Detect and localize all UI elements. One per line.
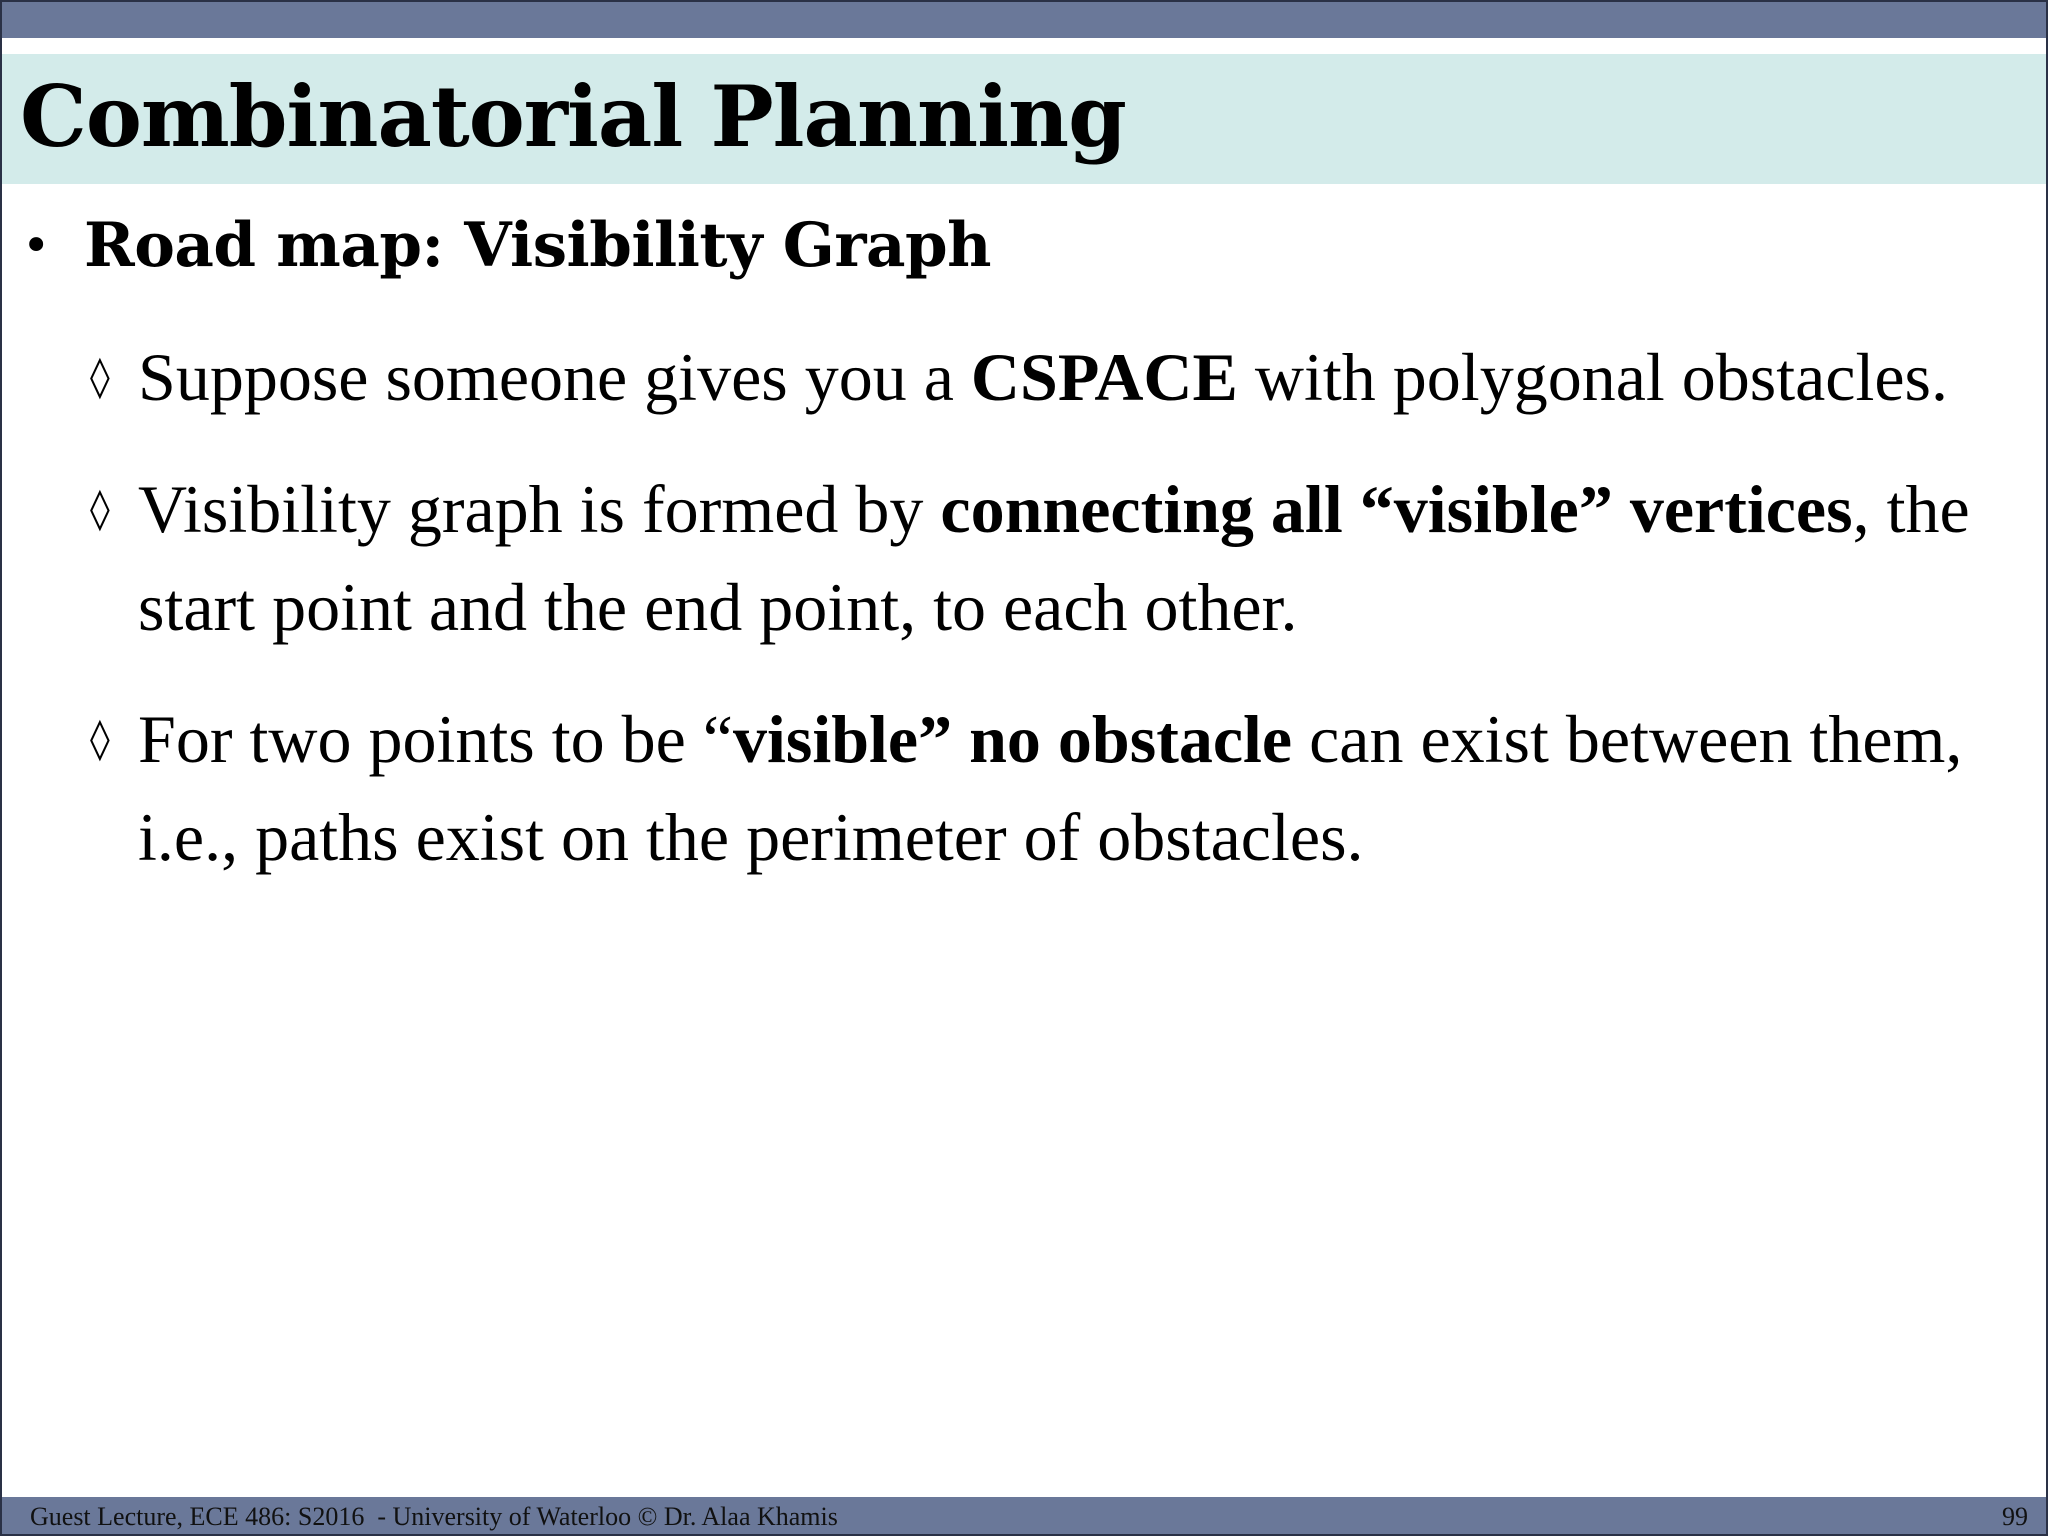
diamond-bullet-icon: ◊	[90, 486, 110, 532]
sub-bullet-text: can exist between them, i.e., paths exist on the perimeter of obstacles.	[138, 701, 1963, 875]
sub-bullet-text: with polygonal obstacles.	[1237, 339, 1949, 415]
top-decorative-bar	[2, 2, 2046, 38]
main-bullet	[22, 200, 991, 292]
sub-bullet-text: , the start point and the end point, to each other.	[138, 471, 1970, 645]
page-number: 99	[2002, 1502, 2028, 1531]
diamond-bullet-icon: ◊	[90, 716, 110, 762]
sub-bullet-emphasis: connecting all “visible” vertices	[940, 471, 1853, 547]
sub-bullet-list	[90, 328, 2035, 920]
diamond-bullet-icon: ◊	[90, 354, 110, 400]
sub-bullet-visibility-graph	[90, 460, 2035, 656]
sub-bullet-emphasis: CSPACE	[970, 339, 1238, 415]
sub-bullet-text: For two points to be “	[138, 701, 733, 777]
sub-bullet-emphasis: visible” no obstacle	[732, 701, 1293, 777]
sub-bullet-cspace	[90, 328, 2035, 426]
main-bullet-text: Road map: Visibility Graph	[84, 210, 992, 281]
slide-title: Combinatorial Planning	[20, 67, 1126, 166]
footer-credit: Guest Lecture, ECE 486: S2016 - University of Waterloo © Dr. Alaa Khamis	[30, 1502, 838, 1531]
sub-bullet-visible-points	[90, 690, 2035, 886]
bullet-marker: •	[22, 218, 50, 274]
sub-bullet-text: Visibility graph is formed by	[138, 471, 941, 547]
sub-bullet-text: Suppose someone gives you a	[138, 339, 971, 415]
